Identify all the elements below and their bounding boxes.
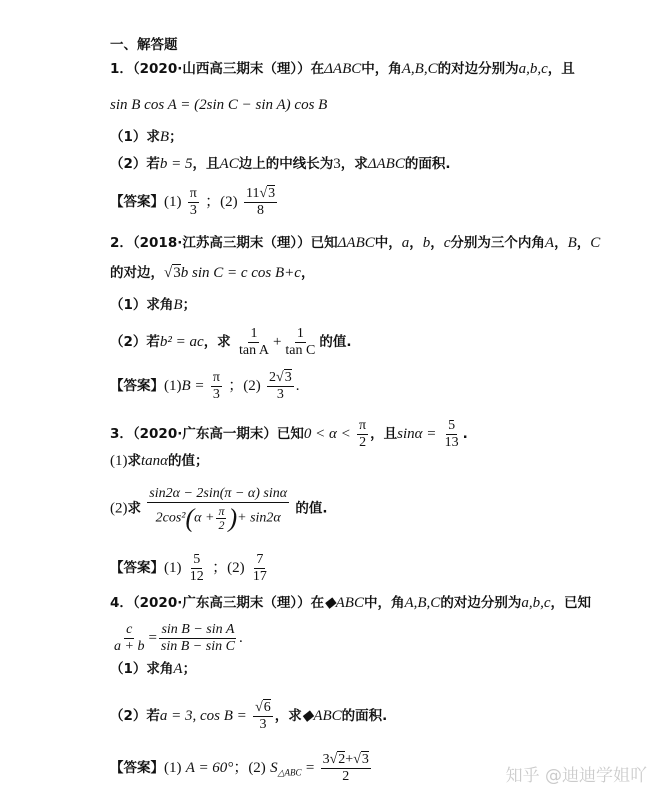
q4-part1: （1）求角A； (110, 661, 197, 677)
q1-title: 1．（2020·山西高三期末（理））在ΔABC中，角A,B,C的对边分别为a,b,c，且 (110, 61, 575, 77)
q1-ans2-fraction: $\frac{11√3}{8}$ (245, 186, 276, 218)
q2-part1: （1）求角B； (110, 297, 197, 313)
q3-part1: (1)求tanα的值； (110, 453, 209, 469)
q2-title: 2．（2018·江苏高三期末（理））已知ΔABC中，a，b，c分别为三个内角A，B，C (110, 235, 601, 251)
q2-ans1-fraction: $\frac{\pi}{3}$ (212, 370, 220, 402)
q3-title: 3．（2020·广东高一期末）已知0 < α < $\frac{\pi}{2}$ ，且sinα = $\frac{5}{13}$ . (110, 418, 468, 450)
q2-answer: 【答案】(1)B = $\frac{\pi}{3}$ ；(2) $\frac{2√3}{3}$ . (110, 370, 300, 402)
q4-part2: （2）若a = 3, cos B = $\frac{√6}{3}$ ，求◆ABC的面积. (110, 700, 388, 732)
q2-frac-tanA: $\frac{1}{\text{tan A}}$ (238, 326, 269, 358)
q1-part1: （1）求B； (110, 129, 183, 145)
q2-part2: （2）若b² = ac，求 $\frac{1}{\text{tan A}}$ + $\frac{1}{\text{tan C}}$ 的值. (110, 326, 352, 358)
q4-equation: $\frac{c}{a + b}$ = $\frac{\text{sin B − sin A}}{\text{sin B − sin C}}$ . (114, 622, 243, 654)
q3-answer: 【答案】(1) $\frac{5}{12}$ ；(2) $\frac{7}{17}$ (110, 552, 267, 584)
q4-ans2-fraction: $\frac{3√2+√3}{2}$ (322, 752, 369, 784)
q1-equation: sin B cos A = (2sin C − sin A) cos B (110, 97, 328, 113)
q1-answer: 【答案】(1) $\frac{\pi}{3}$ ；(2) $\frac{11√3}{8}$ (110, 186, 276, 218)
q3-sin-fraction: $\frac{5}{13}$ (444, 418, 459, 450)
section-title: 一、解答题 (110, 37, 178, 53)
q3-cond-fraction: $\frac{\pi}{2}$ (359, 418, 367, 450)
q3-big-fraction: sin2α − 2sin(π − α) sinα 2cos²(α + $\frac{\pi}{2}$ )+ sin2α (149, 486, 288, 533)
q2-frac-tanC: $\frac{1}{\text{tan C}}$ (285, 326, 316, 358)
q3-ans1-fraction: $\frac{5}{12}$ (189, 552, 204, 584)
q3-part2: (2)求 sin2α − 2sin(π − α) sinα 2cos²(α + $\frac{\pi}{2}$ )+ sin2α 的值. (110, 486, 328, 533)
q4-cos-fraction: $\frac{√6}{3}$ (255, 700, 271, 732)
q1-part2: （2）若b = 5，且AC边上的中线长为3，求ΔABC的面积. (110, 156, 451, 172)
q4-answer: 【答案】(1) A = 60°；(2) $S_{\triangle ABC}$ = $\frac{3√2+√3}{2}$ (110, 752, 369, 784)
q4-left-fraction: $\frac{c}{a + b}$ (114, 622, 145, 654)
q1-ans1-fraction: $\frac{\pi}{3}$ (189, 186, 197, 218)
q4-title: 4．（2020·广东高三期末（理））在◆ABC中，角A,B,C的对边分别为a,b,c，已知 (110, 595, 591, 611)
q4-right-fraction: $\frac{\text{sin B − sin A}}{\text{sin B − sin C}}$ (160, 622, 235, 654)
watermark: 知乎 @迪迪学姐吖 (505, 766, 647, 786)
q3-ans2-fraction: $\frac{7}{17}$ (252, 552, 267, 584)
q2-condition: 的对边，√3b sin C = c cos B+c， (110, 265, 315, 281)
q2-ans2-fraction: $\frac{2√3}{3}$ (269, 370, 292, 402)
